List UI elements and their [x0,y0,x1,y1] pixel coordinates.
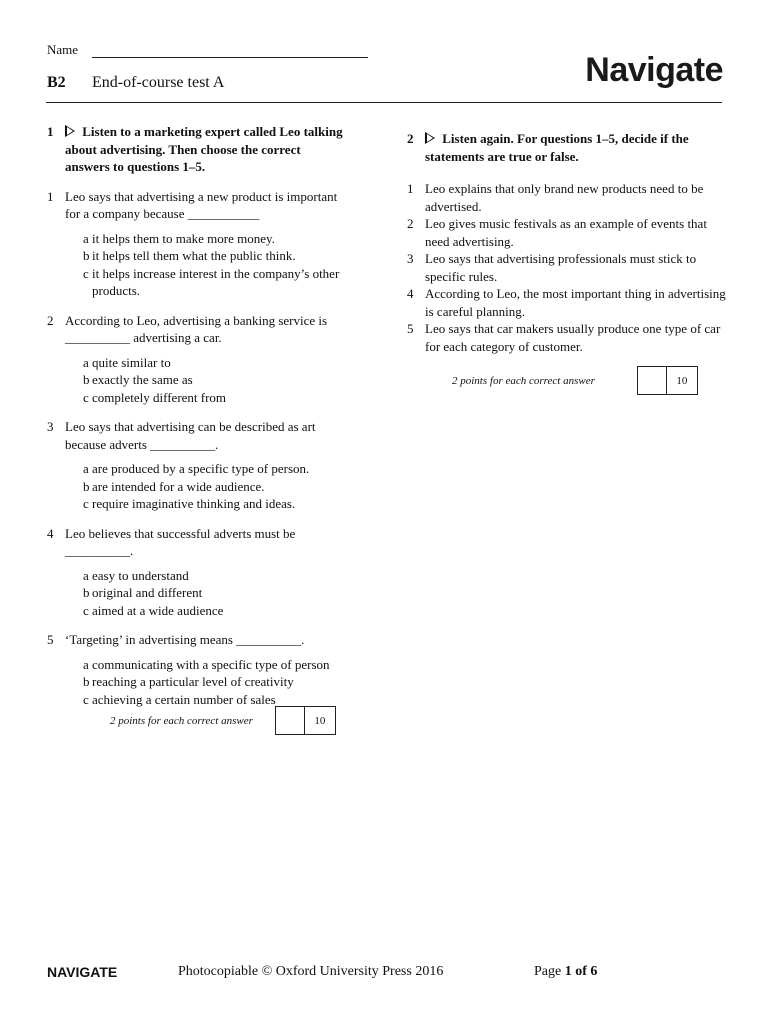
option-text: completely different from [92,389,227,405]
navigate-logo: Navigate [585,51,723,89]
option-text: easy to understand [92,567,189,583]
answer-option [83,567,347,585]
option-letter: c [83,691,89,707]
answer-option [83,371,347,389]
statement [407,180,727,215]
option-text: exactly the same as [92,372,193,387]
option-letter: b [83,372,90,387]
task-instructions: Listen again. For questions 1–5, decide if the statements are true or false. [425,131,689,164]
option-text: aimed at a wide audience [92,602,224,618]
answer-option [83,673,347,691]
score-total: 10 [676,374,688,387]
header-divider [46,102,722,103]
option-letter: c [83,602,89,618]
statement-text: Leo explains that only brand new products need to be advertised. [425,181,704,214]
task-1-score [110,706,336,735]
score-box [275,706,336,735]
answer-options [83,354,347,407]
task-2-score [452,366,698,395]
task-1 [47,123,347,708]
statement-text: According to Leo, the most important thing in advertising is careful planning. [425,286,726,319]
option-letter: c [83,389,89,405]
question-text: Leo says that advertising a new product is important for a company because ___________ [65,188,338,221]
option-text: require imaginative thinking and ideas. [92,496,296,511]
statement-number: 3 [407,251,414,266]
page-indicator [534,964,597,980]
answer-option [83,495,347,513]
task-2 [407,130,727,355]
test-title: End-of-course test A [92,74,225,91]
statement-number: 2 [407,216,414,231]
statement-text: Leo says that car makers usually produce one type of car for each category of customer. [425,321,721,354]
option-letter: a [83,230,89,246]
option-text: quite similar to [92,354,171,370]
option-letter: b [83,478,90,494]
page-label: Page [534,964,562,979]
answer-option [83,584,347,602]
option-letter: c [83,496,89,511]
question-text: Leo says that advertising can be described as art because adverts __________. [65,419,316,452]
question-number: 5 [47,632,54,647]
question [47,525,347,560]
statement [407,215,727,250]
statement-number: 4 [407,286,414,301]
question-number: 4 [47,525,54,541]
option-text: it helps increase interest in the company’s other products. [92,265,340,298]
option-letter: a [83,461,89,476]
answer-option [83,478,347,496]
answer-options [83,460,347,513]
answer-option [83,265,347,300]
option-letter: a [83,354,89,370]
task-number: 1 [47,124,54,139]
points-note: 2 points for each correct answer [110,714,253,727]
answer-option [83,230,347,248]
option-letter: b [83,585,90,600]
task-2-heading [407,130,727,165]
score-box [637,366,698,395]
score-total: 10 [314,714,326,727]
level-label: B2 [47,74,66,91]
statement-text: Leo gives music festivals as an example of events that need advertising. [425,216,707,249]
question [47,188,347,223]
answer-option [83,460,347,478]
option-letter: b [83,674,90,689]
answer-options [83,567,347,620]
audio-play-icon [65,125,75,137]
name-label: Name [47,42,79,57]
answer-option [83,389,347,407]
task-1-heading [47,123,347,176]
answer-option [83,247,347,265]
answer-options [83,230,347,300]
option-text: it helps them to make more money. [92,230,275,246]
points-note: 2 points for each correct answer [452,374,595,387]
page-total: 6 [590,964,598,979]
statement-number: 1 [407,181,414,196]
question-number: 3 [47,419,54,434]
option-letter: c [83,265,89,281]
question-text: Leo believes that successful adverts must be __________. [65,525,296,558]
task-instructions: Listen to a marketing expert called Leo talking about advertising. Then choose the correct answers to questions 1–5. [65,124,343,174]
question-number: 2 [47,312,54,328]
answer-option [83,354,347,372]
statement [407,320,727,355]
answer-option [83,656,347,674]
option-letter: a [83,567,89,583]
audio-play-icon [425,132,435,144]
option-text: communicating with a specific type of person [92,656,330,672]
statement [407,250,727,285]
statement-text: Leo says that advertising professionals must stick to specific rules. [425,251,697,284]
footer-copyright: Photocopiable © Oxford University Press 2016 [178,964,444,979]
option-text: it helps tell them what the public think. [92,248,296,263]
answer-option [83,602,347,620]
statement-number: 5 [407,321,414,336]
footer-brand: NAVIGATE [47,964,118,980]
score-entry-field[interactable] [638,367,667,394]
option-text: original and different [92,585,203,600]
score-entry-field[interactable] [276,707,305,734]
answer-options [83,656,347,709]
question [47,312,347,347]
question-number: 1 [47,188,54,204]
option-text: are produced by a specific type of person. [92,461,310,476]
option-letter: a [83,656,89,672]
statement-list [407,180,727,355]
page-of: of [575,964,587,979]
question [47,418,347,453]
question-text: ‘Targeting’ in advertising means __________. [65,632,305,647]
option-text: reaching a particular level of creativity [92,674,294,689]
question-text: According to Leo, advertising a banking service is __________ advertising a car. [65,312,328,345]
page-current: 1 [564,964,572,979]
question [47,631,347,649]
option-text: are intended for a wide audience. [92,478,265,494]
option-text: achieving a certain number of sales [92,691,276,707]
task-number: 2 [407,131,414,146]
name-blank-line [92,57,368,58]
statement [407,285,727,320]
option-letter: b [83,248,90,263]
